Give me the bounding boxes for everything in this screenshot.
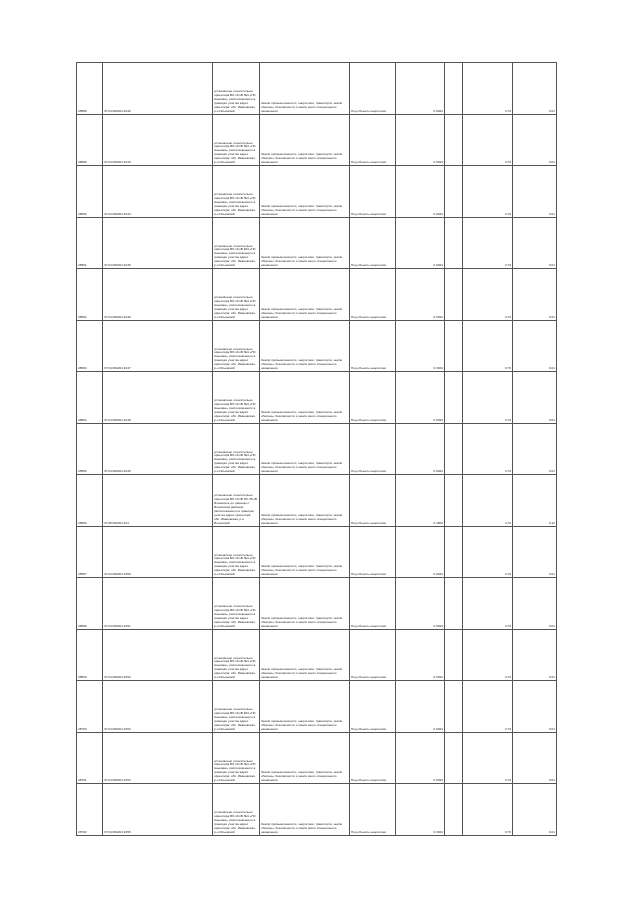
coefficient-cell: 0.79 <box>463 732 513 784</box>
land-category-cell: Земли промышленности, энергетики, транспорта, земли обороны, безопасности и земли иного специального назначения <box>260 784 350 836</box>
permitted-use-cell: Под объекты энергетики <box>350 629 396 681</box>
area-cell: 0.0024 <box>396 63 445 115</box>
row-id-cell: 28598 <box>77 578 103 630</box>
coefficient-cell: 0.79 <box>463 526 513 578</box>
value-cell: 0.01 <box>513 269 557 321</box>
location-description-cell: установлено относительно ориентира ВЛ-10 кВ №4 «ПС Анькова», расположенного в границах участка адрес ориентира: обл. Ивановская, р-н Ильинский <box>213 63 260 115</box>
location-description-cell: установлено относительно ориентира ВЛ-10 кВ №4 «ПС Анькова», расположенного в границах участка адрес ориентира: обл. Ивановская, р-н Ильинский <box>213 166 260 218</box>
row-id-cell: 28594 <box>77 372 103 424</box>
area-cell: 0.0024 <box>396 681 445 733</box>
value-cell: 0.01 <box>513 578 557 630</box>
empty-cell <box>445 475 463 527</box>
table-row <box>77 526 557 578</box>
cadastral-number-cell: 37:04:000201:1054 <box>103 732 213 784</box>
land-category-cell: Земли промышленности, энергетики, транспорта, земли обороны, безопасности и земли иного специального назначения <box>260 475 350 527</box>
location-description-cell: установлено относительно ориентира ВЛ-10 кВ №4 «ПС Анькова», расположенного в границах участка адрес ориентира: обл. Ивановская, р-н Ильинский <box>213 526 260 578</box>
area-cell: 0.0024 <box>396 372 445 424</box>
value-cell: 0.01 <box>513 166 557 218</box>
empty-cell <box>445 526 463 578</box>
land-category-cell: Земли промышленности, энергетики, транспорта, земли обороны, безопасности и земли иного специального назначения <box>260 269 350 321</box>
empty-cell <box>445 423 463 475</box>
table-row <box>77 63 557 115</box>
table-row <box>77 784 557 836</box>
table-row <box>77 166 557 218</box>
table-row <box>77 423 557 475</box>
location-description-cell: установлено относительно ориентира ВЛ-10 кВ №4 «ПС Анькова», расположенного в границах участка адрес ориентира: обл. Ивановская, р-н Ильинский <box>213 784 260 836</box>
row-id-cell: 28596 <box>77 475 103 527</box>
empty-cell <box>445 63 463 115</box>
cadastral-number-cell: 37:04:000201:1045 <box>103 217 213 269</box>
area-cell: 0.1500 <box>396 475 445 527</box>
table-row <box>77 269 557 321</box>
land-category-cell: Земли промышленности, энергетики, транспорта, земли обороны, безопасности и земли иного специального назначения <box>260 681 350 733</box>
area-cell: 0.0024 <box>396 732 445 784</box>
permitted-use-cell: Под объекты энергетики <box>350 423 396 475</box>
cadastral-number-cell: 37:04:000201:1043 <box>103 114 213 166</box>
row-id-cell: 28702 <box>77 784 103 836</box>
location-description-cell: установлено относительно ориентира ВЛ-10 кВ №4 «ПС Анькова», расположенного в границах участка адрес ориентира: обл. Ивановская, р-н Ильинский <box>213 269 260 321</box>
row-id-cell: 28597 <box>77 526 103 578</box>
cadastral-number-cell: 37:04:000201:1048 <box>103 372 213 424</box>
area-cell: 0.0024 <box>396 217 445 269</box>
location-description-cell: установлено относительно ориентира ВЛ-10 кВ №4 «ПС Анькова», расположенного в границах участка адрес ориентира: обл. Ивановская, р-н Ильинский <box>213 372 260 424</box>
empty-cell <box>445 114 463 166</box>
coefficient-cell: 0.79 <box>463 166 513 218</box>
permitted-use-cell: Под объекты энергетики <box>350 114 396 166</box>
location-description-cell: установлено относительно ориентира ВЛ-10 кВ №4 «ПС Анькова», расположенного в границах участка адрес ориентира: обл. Ивановская, р-н Ильинский <box>213 423 260 475</box>
row-id-cell: 28591 <box>77 217 103 269</box>
table-body <box>77 63 557 836</box>
value-cell: 0.01 <box>513 423 557 475</box>
permitted-use-cell: Под объекты энергетики <box>350 681 396 733</box>
permitted-use-cell: Под объекты энергетики <box>350 372 396 424</box>
value-cell: 0.01 <box>513 372 557 424</box>
value-cell: 0.01 <box>513 114 557 166</box>
land-category-cell: Земли промышленности, энергетики, транспорта, земли обороны, безопасности и земли иного специального назначения <box>260 320 350 372</box>
cadastral-number-cell: 37:04:000201:1055 <box>103 784 213 836</box>
area-cell: 0.0024 <box>396 269 445 321</box>
value-cell: 0.01 <box>513 732 557 784</box>
value-cell: 0.01 <box>513 320 557 372</box>
row-id-cell: 28588 <box>77 63 103 115</box>
coefficient-cell: 0.79 <box>463 114 513 166</box>
row-id-cell: 28593 <box>77 320 103 372</box>
coefficient-cell: 0.79 <box>463 320 513 372</box>
cadastral-number-cell: 37:04:000201:1047 <box>103 320 213 372</box>
value-cell: 0.01 <box>513 629 557 681</box>
area-cell: 0.0024 <box>396 578 445 630</box>
location-description-cell: установлено относительно ориентира ВЛ-10 кВ №4 «ПС Анькова», расположенного в границах участка адрес ориентира: обл. Ивановская, р-н Ильинский <box>213 681 260 733</box>
row-id-cell: 28701 <box>77 732 103 784</box>
row-id-cell: 28589 <box>77 114 103 166</box>
permitted-use-cell: Под объекты энергетики <box>350 732 396 784</box>
permitted-use-cell: Под объекты энергетики <box>350 217 396 269</box>
empty-cell <box>445 269 463 321</box>
empty-cell <box>445 681 463 733</box>
location-description-cell: установлено относительно ориентира ВЛ-10 кВ №4 «ПС Анькова», расположенного в границах участка адрес ориентира: обл. Ивановская, р-н Ильинский <box>213 217 260 269</box>
empty-cell <box>445 320 463 372</box>
area-cell: 0.0024 <box>396 114 445 166</box>
row-id-cell: 28590 <box>77 166 103 218</box>
permitted-use-cell: Под объекты энергетики <box>350 269 396 321</box>
coefficient-cell: 0.79 <box>463 423 513 475</box>
cadastral-number-cell: 37:08:000201:101 <box>103 475 213 527</box>
value-cell: 0.01 <box>513 784 557 836</box>
table-row <box>77 372 557 424</box>
coefficient-cell: 0.79 <box>463 784 513 836</box>
land-category-cell: Земли промышленности, энергетики, транспорта, земли обороны, безопасности и земли иного специального назначения <box>260 629 350 681</box>
value-cell: 0.12 <box>513 475 557 527</box>
permitted-use-cell: Под объекты энергетики <box>350 320 396 372</box>
value-cell: 0.01 <box>513 217 557 269</box>
location-description-cell: установлено относительно ориентира ВЛ-10 кВ №4 «ПС Анькова», расположенного в границах участка адрес ориентира: обл. Ивановская, р-н Ильинский <box>213 629 260 681</box>
land-category-cell: Земли промышленности, энергетики, транспорта, земли обороны, безопасности и земли иного специального назначения <box>260 526 350 578</box>
empty-cell <box>445 372 463 424</box>
table-row <box>77 629 557 681</box>
permitted-use-cell: Под объекты энергетики <box>350 578 396 630</box>
location-description-cell: установлено относительно ориентира ВЛ-10 кВ ПС-35 кВ Ильинское до границы с Ильинским районом, расположенного в границах участка адрес ориентира: обл. Ивановская, р-н Ильинский <box>213 475 260 527</box>
coefficient-cell: 0.79 <box>463 578 513 630</box>
location-description-cell: установлено относительно ориентира ВЛ-10 кВ №4 «ПС Анькова», расположенного в границах участка адрес ориентира: обл. Ивановская, р-н Ильинский <box>213 732 260 784</box>
row-id-cell: 28595 <box>77 423 103 475</box>
permitted-use-cell: Под объекты энергетики <box>350 166 396 218</box>
row-id-cell: 28592 <box>77 269 103 321</box>
empty-cell <box>445 732 463 784</box>
land-category-cell: Земли промышленности, энергетики, транспорта, земли обороны, безопасности и земли иного специального назначения <box>260 732 350 784</box>
table-row <box>77 475 557 527</box>
area-cell: 0.0024 <box>396 423 445 475</box>
table-row <box>77 681 557 733</box>
area-cell: 0.0024 <box>396 784 445 836</box>
land-category-cell: Земли промышленности, энергетики, транспорта, земли обороны, безопасности и земли иного специального назначения <box>260 114 350 166</box>
cadastral-number-cell: 37:04:000201:1046 <box>103 269 213 321</box>
value-cell: 0.01 <box>513 63 557 115</box>
land-registry-table <box>76 62 557 836</box>
cadastral-number-cell: 37:04:000201:1051 <box>103 578 213 630</box>
table-row <box>77 578 557 630</box>
permitted-use-cell: Под объекты энергетики <box>350 526 396 578</box>
table-row <box>77 217 557 269</box>
coefficient-cell: 0.79 <box>463 372 513 424</box>
cadastral-number-cell: 37:04:000201:1050 <box>103 526 213 578</box>
coefficient-cell: 0.79 <box>463 475 513 527</box>
row-id-cell: 28599 <box>77 629 103 681</box>
empty-cell <box>445 166 463 218</box>
cadastral-number-cell: 37:04:000201:1042 <box>103 63 213 115</box>
coefficient-cell: 0.79 <box>463 63 513 115</box>
coefficient-cell: 0.79 <box>463 629 513 681</box>
area-cell: 0.0024 <box>396 166 445 218</box>
table-row <box>77 732 557 784</box>
cadastral-number-cell: 37:04:000201:1053 <box>103 681 213 733</box>
row-id-cell: 28700 <box>77 681 103 733</box>
empty-cell <box>445 784 463 836</box>
location-description-cell: установлено относительно ориентира ВЛ-10 кВ №4 «ПС Анькова», расположенного в границах участка адрес ориентира: обл. Ивановская, р-н Ильинский <box>213 320 260 372</box>
location-description-cell: установлено относительно ориентира ВЛ-10 кВ №4 «ПС Анькова», расположенного в границах участка адрес ориентира: обл. Ивановская, р-н Ильинский <box>213 114 260 166</box>
land-category-cell: Земли промышленности, энергетики, транспорта, земли обороны, безопасности и земли иного специального назначения <box>260 166 350 218</box>
table-row <box>77 320 557 372</box>
value-cell: 0.01 <box>513 681 557 733</box>
coefficient-cell: 0.79 <box>463 681 513 733</box>
land-category-cell: Земли промышленности, энергетики, транспорта, земли обороны, безопасности и земли иного специального назначения <box>260 372 350 424</box>
coefficient-cell: 0.79 <box>463 269 513 321</box>
area-cell: 0.0024 <box>396 629 445 681</box>
empty-cell <box>445 578 463 630</box>
area-cell: 0.0024 <box>396 320 445 372</box>
permitted-use-cell: Под объекты энергетики <box>350 475 396 527</box>
land-category-cell: Земли промышленности, энергетики, транспорта, земли обороны, безопасности и земли иного специального назначения <box>260 217 350 269</box>
permitted-use-cell: Под объекты энергетики <box>350 784 396 836</box>
land-category-cell: Земли промышленности, энергетики, транспорта, земли обороны, безопасности и земли иного специального назначения <box>260 423 350 475</box>
permitted-use-cell: Под объекты энергетики <box>350 63 396 115</box>
empty-cell <box>445 629 463 681</box>
empty-cell <box>445 217 463 269</box>
coefficient-cell: 0.79 <box>463 217 513 269</box>
land-category-cell: Земли промышленности, энергетики, транспорта, земли обороны, безопасности и земли иного специального назначения <box>260 63 350 115</box>
value-cell: 0.01 <box>513 526 557 578</box>
table-row <box>77 114 557 166</box>
location-description-cell: установлено относительно ориентира ВЛ-10 кВ №4 «ПС Анькова», расположенного в границах участка адрес ориентира: обл. Ивановская, р-н Ильинский <box>213 578 260 630</box>
cadastral-number-cell: 37:04:000201:1052 <box>103 629 213 681</box>
cadastral-number-cell: 37:04:000201:1049 <box>103 423 213 475</box>
cadastral-number-cell: 37:04:000201:1044 <box>103 166 213 218</box>
land-category-cell: Земли промышленности, энергетики, транспорта, земли обороны, безопасности и земли иного специального назначения <box>260 578 350 630</box>
area-cell: 0.0024 <box>396 526 445 578</box>
